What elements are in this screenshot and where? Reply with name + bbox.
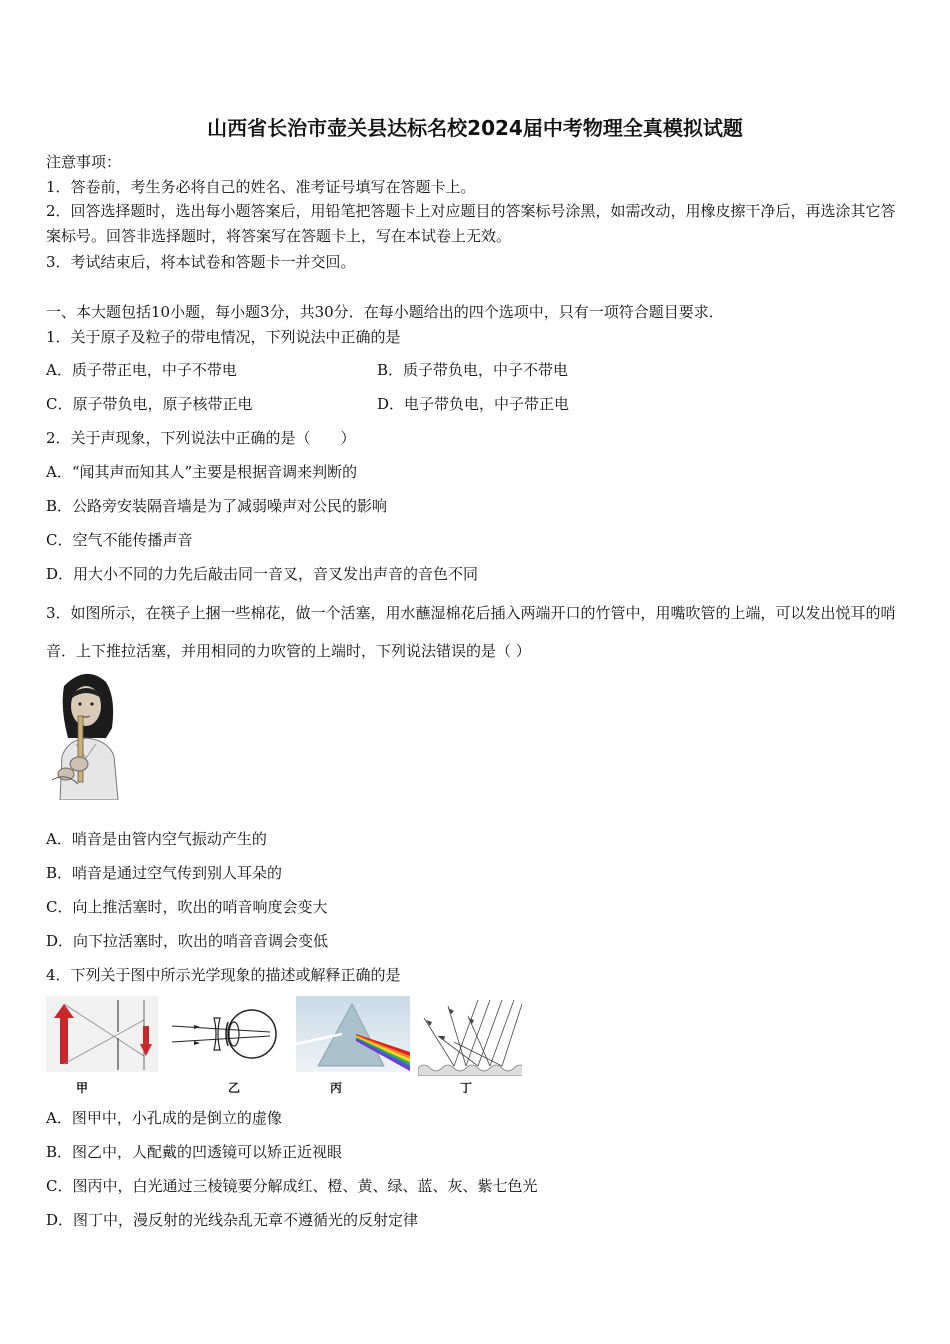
question-4-option-c: C．图丙中，白光通过三棱镜要分解成红、橙、黄、绿、蓝、灰、紫七色光	[46, 1177, 538, 1195]
note-item-3: 3．考试结束后，将本试卷和答题卡一并交回。	[46, 253, 356, 271]
question-1-option-d: D．电子带负电，中子带正电	[377, 395, 570, 413]
eye-lens-figure	[170, 998, 280, 1070]
question-2-option-b: B．公路旁安装隔音墙是为了减弱噪声对公民的影响	[46, 497, 388, 515]
figure-caption-ding: 丁	[460, 1081, 473, 1095]
question-2-stem: 2．关于声现象，下列说法中正确的是（ ）	[46, 429, 356, 447]
question-3-option-a: A．哨音是由管内空气振动产生的	[46, 830, 267, 848]
question-4-stem: 4．下列关于图中所示光学现象的描述或解释正确的是	[46, 966, 401, 984]
question-1-option-a: A．质子带正电，中子不带电	[46, 361, 237, 379]
note-item-1: 1．答卷前，考生务必将自己的姓名、准考证号填写在答题卡上。	[46, 178, 476, 196]
question-3-option-d: D．向下拉活塞时，吹出的哨音音调会变低	[46, 932, 329, 950]
question-2-option-c: C．空气不能传播声音	[46, 531, 193, 549]
page-title: 山西省长治市壶关县达标名校2024届中考物理全真模拟试题	[207, 116, 743, 140]
note-item-2: 2．回答选择题时，选出每小题答案后，用铅笔把答题卡上对应题目的答案标号涂黑，如需改动，用橡皮擦干净后，再选涂其它答案标号。回答非选择题时，将答案写在答题卡上，写在本试卷上无效。	[46, 202, 896, 245]
pinhole-camera-figure	[46, 996, 158, 1072]
question-4-option-b: B．图乙中，人配戴的凹透镜可以矫正近视眼	[46, 1143, 343, 1161]
section-instruction: 一、本大题包括10小题，每小题3分，共30分．在每小题给出的四个选项中，只有一项符合题目要求．	[46, 303, 724, 321]
question-3-option-b: B．哨音是通过空气传到别人耳朵的	[46, 864, 283, 882]
question-4-option-d: D．图丁中，漫反射的光线杂乱无章不遵循光的反射定律	[46, 1211, 419, 1229]
question-4-option-a: A．图甲中，小孔成的是倒立的虚像	[46, 1109, 282, 1127]
diffuse-reflection-figure	[418, 996, 522, 1076]
question-3-option-c: C．向上推活塞时，吹出的哨音响度会变大	[46, 898, 328, 916]
question-3-stem: 3．如图所示，在筷子上捆一些棉花，做一个活塞，用水蘸湿棉花后插入两端开口的竹管中，用嘴吹管的上端，可以发出悦耳的哨音．上下推拉活塞，并用相同的力吹管的上端时，下列说法错误的是（ ）	[46, 604, 896, 660]
figure-caption-yi: 乙	[228, 1081, 241, 1095]
question-2-option-d: D．用大小不同的力先后敲击同一音叉，音叉发出声音的音色不同	[46, 565, 479, 583]
figure-caption-bing: 丙	[330, 1081, 343, 1095]
question-1-option-c: C．原子带负电，原子核带正电	[46, 395, 253, 413]
notes-heading: 注意事项：	[46, 153, 122, 171]
prism-dispersion-figure	[296, 996, 410, 1072]
question-2-option-a: A．“闻其声而知其人”主要是根据音调来判断的	[46, 463, 358, 481]
question-1-stem: 1．关于原子及粒子的带电情况，下列说法中正确的是	[46, 328, 401, 346]
girl-blowing-whistle-figure	[46, 668, 128, 800]
question-1-option-b: B．质子带负电，中子不带电	[377, 361, 569, 379]
figure-caption-jia: 甲	[76, 1081, 89, 1095]
